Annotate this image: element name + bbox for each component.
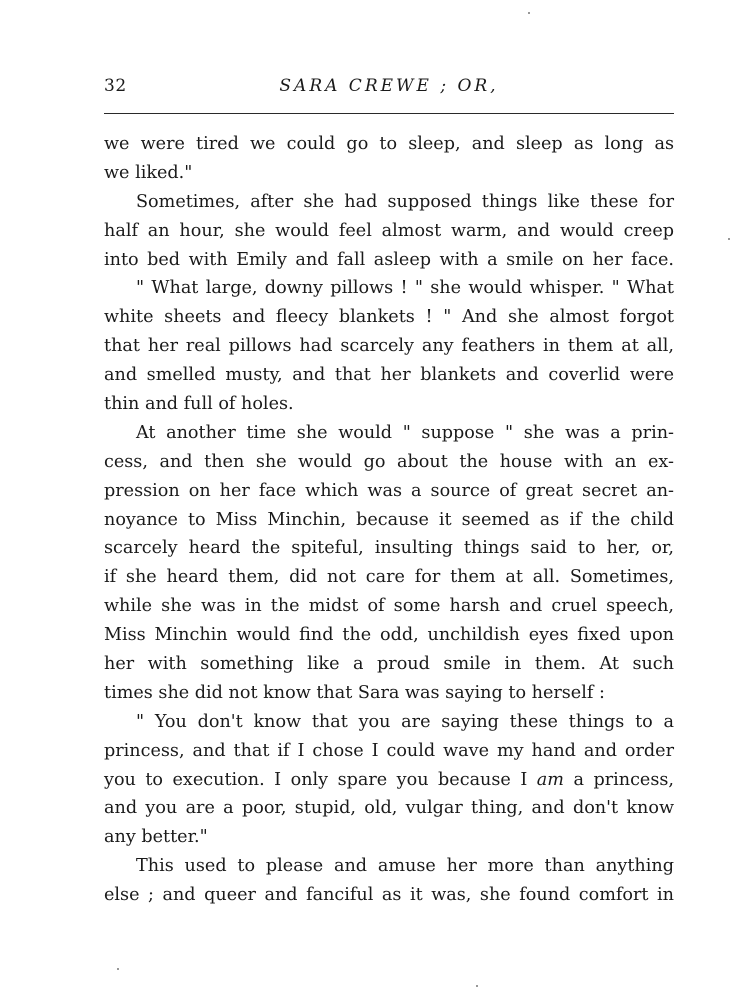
text-line: her with something like a proud smile in them. At such — [104, 654, 674, 675]
text-segment: you to execution. I only spare you because I — [104, 769, 528, 790]
italic-emphasis: am — [536, 769, 564, 790]
text-line: else ; and queer and fanciful as it was, she found comfort in — [104, 885, 674, 906]
text-line — [104, 766, 674, 795]
text-segment: a princess, — [573, 769, 674, 790]
text-line: scarcely heard the spiteful, insulting things said to her, or, — [104, 538, 674, 559]
running-head — [104, 76, 674, 102]
text-line: This used to please and amuse her more than anything — [136, 856, 674, 877]
text-line: that her real pillows had scarcely any feathers in them at all, — [104, 336, 674, 357]
text-line: noyance to Miss Minchin, because it seemed as if the child — [104, 509, 674, 530]
text-line: cess, and then she would go about the house with an ex- — [104, 451, 674, 472]
scan-speck — [117, 968, 119, 970]
text-line: Sometimes, after she had supposed things like these for — [136, 191, 674, 212]
text-line: we were tired we could go to sleep, and sleep as long as — [104, 134, 674, 154]
body-text — [104, 130, 674, 910]
text-line: and you are a poor, stupid, old, vulgar thing, and don't know — [104, 798, 674, 819]
running-title: SARA CREWE ; OR, — [279, 76, 499, 96]
scan-speck — [728, 238, 730, 240]
text-line: princess, and that if I chose I could wave my hand and order — [104, 740, 674, 761]
text-line: " You don't know that you are saying these things to a — [136, 711, 674, 732]
text-line: and smelled musty, and that her blankets and coverlid were — [104, 365, 674, 386]
text-line: half an hour, she would feel almost warm, and would creep — [104, 220, 674, 241]
text-line: into bed with Emily and fall asleep with a smile on her face. — [104, 249, 674, 270]
page-number: 32 — [104, 76, 127, 96]
text-line: while she was in the midst of some harsh and cruel speech, — [104, 596, 674, 617]
text-line: At another time she would " suppose " she was a prin- — [136, 422, 674, 443]
text-line: Miss Minchin would find the odd, unchildish eyes fixed upon — [104, 625, 674, 646]
text-line: pression on her face which was a source of great secret an- — [104, 480, 674, 501]
text-line: times she did not know that Sara was saying to herself : — [104, 682, 605, 703]
text-line: thin and full of holes. — [104, 394, 294, 415]
scan-speck — [476, 985, 478, 987]
text-line: any better." — [104, 827, 208, 848]
header-rule — [104, 113, 674, 114]
text-line: if she heard them, did not care for them at all. Sometimes, — [104, 567, 674, 588]
text-line: we liked." — [104, 162, 193, 183]
scan-speck — [528, 12, 530, 14]
text-line: " What large, downy pillows ! " she would whisper. " What — [136, 278, 674, 299]
text-line: white sheets and fleecy blankets ! " And she almost forgot — [104, 307, 674, 328]
